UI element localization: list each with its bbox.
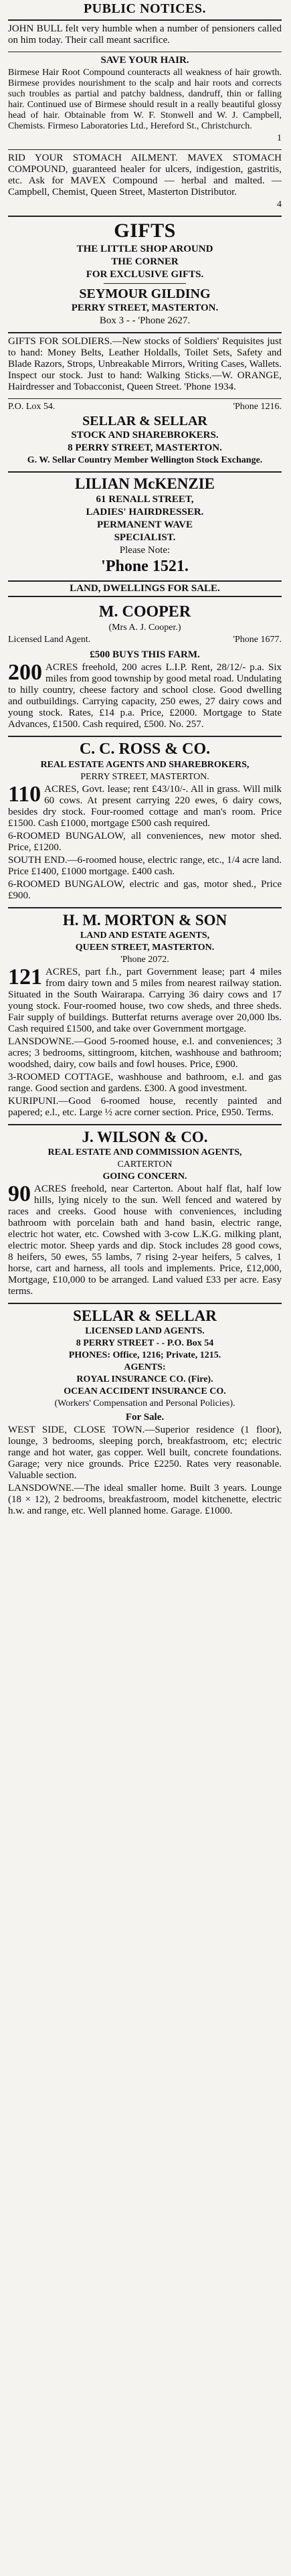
ad-body: RID YOUR STOMACH AILMENT. MAVEX STOMACH COMPOUND, guaranteed healer for ulcers, indigestion, gastritis, etc. Ask for MAVEX Compound — herbal and malted. — Campbell, Chemist, Queen Street, Masterton Distributor. xyxy=(8,153,282,197)
newspaper-page xyxy=(0,1,291,2576)
ad-body: GIFTS FOR SOLDIERS.—New stocks of Soldiers' Requisites just to hand: Money Belts, Leather Holdalls, Toilet Sets, Safety and Blade Razors, Strops, Unbreakable Mirrors, Writing Cases, Wallets. Inspect our stock. Just to hand: Walking Sticks.—W. ORANGE, Hairdresser and Tobacconist, Queen Street. 'Phone 1934. xyxy=(8,336,282,392)
ad-title: GIFTS xyxy=(114,220,176,242)
firm-line: PERRY STREET, MASTERTON. xyxy=(80,772,209,782)
divider xyxy=(8,216,282,217)
divider xyxy=(8,471,282,473)
ad-lilian xyxy=(8,475,282,575)
divider xyxy=(8,149,282,150)
divider xyxy=(8,1124,282,1125)
contact-row xyxy=(8,402,282,412)
firm-line: PERMANENT WAVE xyxy=(97,519,193,530)
ad-mavex xyxy=(8,153,282,210)
listing-acres: 110 xyxy=(8,782,41,807)
po-box: P.O. Lox 54. xyxy=(8,402,56,412)
firm-name: H. M. MORTON & SON xyxy=(62,912,227,929)
firm-line: 8 PERRY STREET - - P.O. Box 54 xyxy=(76,1338,214,1348)
ad-code: 4 xyxy=(277,199,282,210)
firm-line: PHONES: Office, 1216; Private, 1215. xyxy=(68,1350,221,1360)
listing-acres: 200 xyxy=(8,660,42,685)
ad-wilson xyxy=(8,1128,282,1297)
divider xyxy=(8,19,282,21)
firm-line: LADIES' HAIRDRESSER. xyxy=(86,507,204,517)
firm-name: C. C. ROSS & CO. xyxy=(79,740,211,758)
listing-body: KURIPUNI.—Good 6-roomed house, recently painted and papered; e.l., etc. Large ½ acre corner section. Price, £950. Terms. xyxy=(8,1096,282,1118)
firm-name: J. WILSON & CO. xyxy=(82,1129,208,1145)
firm-phone: 'Phone 2072. xyxy=(120,955,169,965)
firm-line: LAND AND ESTATE AGENTS, xyxy=(80,931,210,941)
ad-title: SAVE YOUR HAIR. xyxy=(100,55,189,66)
listing-headline: £500 BUYS THIS FARM. xyxy=(90,649,200,660)
listing-body: ACRES freehold, 200 acres L.I.P. Rent, 28/12/- p.a. Six miles from good township by good metal road. Undulating to hilly country, cheese factory and school close. Good dwelling and outbuildings. Carrying capacity, 250 ewes, 27 dairy cows and young stock. Rates, £14 p.a. Price, £2000. Mortgage to State Advances, £1500. Cash required, £500. No. 257. xyxy=(8,662,282,730)
firm-box: Box 3 - - 'Phone 2627. xyxy=(99,315,191,326)
ad-soldiers xyxy=(8,336,282,393)
ad-hair xyxy=(8,55,282,144)
divider xyxy=(8,398,282,399)
ad-sellar-land xyxy=(8,1307,282,1517)
contact-row xyxy=(8,635,282,645)
phone: 'Phone 1216. xyxy=(233,402,282,412)
firm-line: G. W. Sellar Country Member Wellington Stock Exchange. xyxy=(27,455,263,465)
firm-line: GOING CONCERN. xyxy=(102,1172,187,1182)
firm-line: LICENSED LAND AGENTS. xyxy=(85,1326,205,1336)
firm-line: ROYAL INSURANCE CO. (Fire). xyxy=(76,1374,213,1384)
firm-line: (Workers' Compensation and Personal Policies). xyxy=(54,1398,235,1408)
listing-body: ACRES, Govt. lease; rent £43/10/-. All in grass. Will milk 60 cows. At present carrying 220 ewes, 6 dairy cows, besides dry stock. Four-roomed cottage and man's room. Price £1500. Cash £1000, mortgage £500 cash required. xyxy=(8,784,282,829)
firm-line: SPECIALIST. xyxy=(114,532,176,543)
divider xyxy=(8,907,282,908)
for-sale-label: For Sale. xyxy=(125,1412,165,1423)
firm-name: LILIAN McKENZIE xyxy=(75,475,215,492)
listing-body: LANSDOWNE.—Good 5-roomed house, e.l. and conveniences; 3 acres; 3 bedrooms, sittingroom, kitchen, washhouse and bathroom; woodshed, dairy, cow bails and fowl houses. Price, £900. xyxy=(8,1036,282,1070)
firm-line: 8 PERRY STREET, MASTERTON. xyxy=(68,442,222,453)
firm-line: CARTERTON xyxy=(117,1159,173,1170)
ad-john-bull xyxy=(8,23,282,46)
listing-body: SOUTH END.—6-roomed house, electric range, etc., 1/4 acre land. Price £1400, £1000 mortgage. £400 cash. xyxy=(8,855,282,877)
listing-body: ACRES, part f.h., part Government lease; part 4 miles from dairy town and 5 miles from nearest railway station. Situated in the South Wairarapa. Carrying 36 dairy cows and 17 young stock. Four-roomed house, two cow sheds, and three sheds. Fair supply of buildings. Butterfat returns average over 20,000 lbs. Cash required £1500, and take over Government mortgage. xyxy=(8,967,282,1034)
listing-body: WEST SIDE, CLOSE TOWN.—Superior residence (1 floor), lounge, 3 bedrooms, sleeping porch, breakfastroom, etc; electric range and hot water, gas copper. Well built, concrete foundations. Garage; very nice grounds. Price £2250. Rates very reasonable. Valuable section. xyxy=(8,1425,282,1481)
firm-name: SELLAR & SELLAR xyxy=(73,1307,217,1324)
divider xyxy=(8,736,282,737)
firm-line: 61 RENALL STREET, xyxy=(96,494,194,505)
phone: 'Phone 1677. xyxy=(233,635,282,645)
divider xyxy=(104,283,186,284)
section-banner: LAND, DWELLINGS FOR SALE. xyxy=(8,580,282,597)
listing-acres: 90 xyxy=(8,1182,31,1206)
ad-line: THE LITTLE SHOP AROUND xyxy=(76,244,213,254)
firm-line: Please Note: xyxy=(119,545,171,556)
listing-body: 3-ROOMED COTTAGE, washhouse and bathroom, e.l. and gas range. Good section and gardens. £300. A good investment. xyxy=(8,1072,282,1094)
firm-line: REAL ESTATE AGENTS AND SHAREBROKERS, xyxy=(40,760,250,770)
ad-line: THE CORNER xyxy=(111,256,179,267)
firm-name: SEYMOUR GILDING xyxy=(79,287,211,301)
agent-label: Licensed Land Agent. xyxy=(8,635,91,645)
ad-text: JOHN BULL felt very humble when a number of pensioners called on him today. Their call meant sacrifice. xyxy=(8,23,282,46)
section-header: PUBLIC NOTICES. xyxy=(83,1,207,16)
listing-body: 6-ROOMED BUNGALOW, all conveniences, new motor shed. Price, £1200. xyxy=(8,831,282,853)
listing-body: ACRES freehold, near Carterton. About half flat, half low hills, lying nicely to the sun. Well fenced and watered by races and creeks. Good house with conveniences, including bathroom with porcelain bath and hand basin, electric range, electric hot water, etc. Cowshed with 3-cow L.K.G. milking plant, electric motor. Sheep yards and dip. Stock includes 28 good cows, 8 heifers, 50 ewes, 55 lambs, 7 rising 2-year heifers, 5 calves, 1 horse, cart and harness, all tools and implements. Price, £12,000, Mortgage, £10,000 to be arranged. Land valued £33 per acre. Easy terms. xyxy=(8,1184,282,1297)
ad-code: 1 xyxy=(277,133,282,143)
firm-name: M. COOPER xyxy=(98,603,191,621)
firm-line: STOCK AND SHAREBROKERS. xyxy=(71,430,219,440)
firm-line: AGENTS: xyxy=(124,1362,166,1372)
firm-line: OCEAN ACCIDENT INSURANCE CO. xyxy=(64,1386,226,1396)
firm-address: PERRY STREET, MASTERTON. xyxy=(71,303,219,313)
listing-body: LANSDOWNE.—The ideal smaller home. Built 3 years. Lounge (18 × 12), 2 bedrooms, breakfastroom, model kitchenette, electric h.w. and range, etc. Well planned home. Garage. £1000. xyxy=(8,1483,282,1516)
ad-sellar-stock xyxy=(8,402,282,466)
divider xyxy=(8,332,282,333)
listing-acres: 121 xyxy=(8,965,42,989)
ad-cooper xyxy=(8,602,282,730)
firm-phone: 'Phone 1521. xyxy=(101,558,189,575)
firm-line: QUEEN STREET, MASTERTON. xyxy=(75,943,215,953)
firm-line: REAL ESTATE AND COMMISSION AGENTS, xyxy=(47,1147,242,1157)
divider xyxy=(8,1303,282,1304)
ad-line: FOR EXCLUSIVE GIFTS. xyxy=(86,269,204,280)
firm-line: (Mrs A. J. Cooper.) xyxy=(108,623,181,633)
listing-body: 6-ROOMED BUNGALOW, electric and gas, motor shed., Price £900. xyxy=(8,879,282,901)
firm-name: SELLAR & SELLAR xyxy=(82,414,207,428)
ad-gifts xyxy=(8,220,282,327)
ad-ross xyxy=(8,740,282,902)
ad-body: Birmese Hair Root Compound counteracts all weakness of hair growth. Birmese provides nourishment to the scalp and hair roots and corrects such troubles as partial and patchy baldness, dandruff, thin or falling hair. Continued use of Birmese should result in a really beautiful glossy head of hair. Obtainable from W. F. Stonwell and W. J. Campbell, Chemists. Firmeso Laboratories Ltd., Hereford St., Christchurch. xyxy=(8,68,282,131)
ad-morton xyxy=(8,911,282,1119)
